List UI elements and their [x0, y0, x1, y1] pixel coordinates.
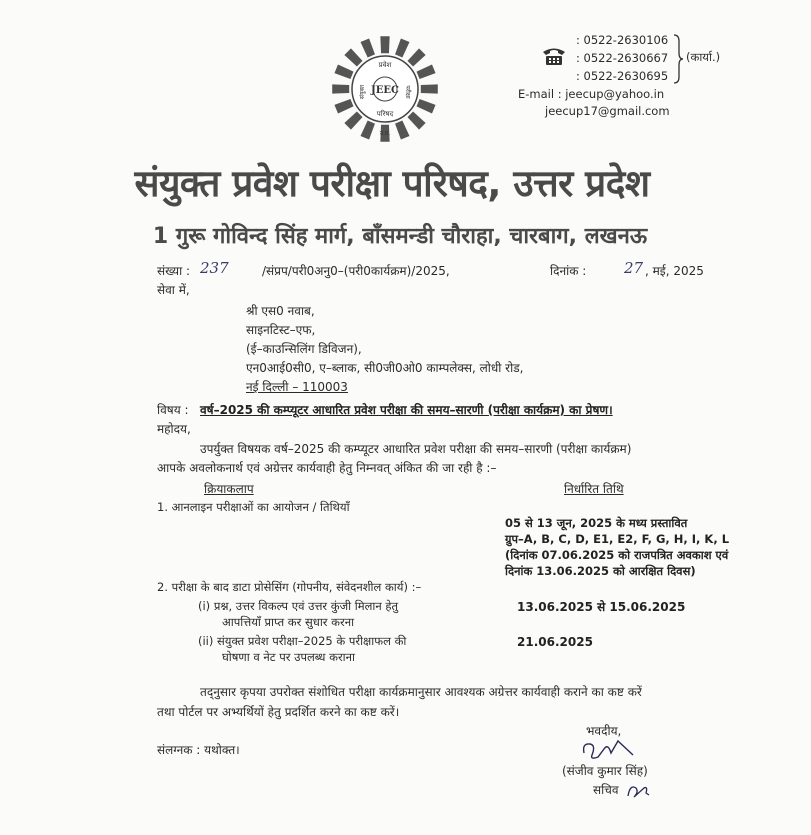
recipient-line-1: श्री एस0 नवाब,: [246, 304, 315, 318]
enclosure-note: संलग्नक : यथोक्त।: [157, 743, 240, 757]
closing-line-2: तथा पोर्टल पर अभ्यर्थियों हेतु प्रदर्शित करने का कष्ट करें।: [157, 705, 400, 719]
svg-text:उ.प्र.: उ.प्र.: [379, 130, 391, 137]
phone-number-2: : 0522-2630667: [576, 51, 669, 65]
subject-label: विषय :: [157, 403, 189, 417]
closing-line-1: तद्नुसार कृपया उपरोक्त संशोधित परीक्षा कार्यक्रमानुसार आवश्यक अग्रेत्तर कार्यवाही कराने का कष्ट करें: [200, 685, 642, 699]
signature-mark: [578, 735, 638, 763]
item-1-date-line-2: ग्रुप–A, B, C, D, E1, E2, F, G, H, I, K, L: [505, 532, 730, 546]
sub-item-i-line-1: (i) प्रश्न, उत्तर विकल्प एवं उत्तर कुंजी मिलान हेतु: [198, 599, 399, 613]
item-1-date-line-1: 05 से 13 जून, 2025 के मध्य प्रस्तावित: [505, 516, 688, 530]
svg-text:प्रवेश: प्रवेश: [378, 61, 392, 69]
sub-item-ii-date: 21.06.2025: [517, 635, 593, 649]
svg-text:परीक्षा: परीक्षा: [404, 85, 411, 99]
sub-item-i-date: 13.06.2025 से 15.06.2025: [517, 600, 686, 614]
greeting: महोदय,: [157, 422, 191, 436]
initials-mark: [624, 780, 652, 802]
organization-address: 1 गुरू गोविन्द सिंह मार्ग, बाँसमन्डी चौराहा, चारबाग, लखनऊ: [152, 224, 648, 249]
recipient-line-3: (ई–काउन्सिलिंग डिविजन),: [246, 342, 362, 356]
sub-item-ii-line-2: घोषणा व नेट पर उपलब्ध कराना: [222, 650, 355, 664]
date-day-handwritten: 27: [624, 259, 644, 277]
email-line-2: jeecup17@gmail.com: [545, 104, 670, 118]
column-header-activity: क्रियाकलाप: [204, 482, 254, 496]
svg-text:परिषद: परिषद: [376, 110, 394, 118]
column-header-date: निर्धारित तिथि: [564, 482, 624, 496]
body-line-1: उपर्युक्त विषयक वर्ष–2025 की कम्प्यूटर आधारित प्रवेश परीक्षा की समय–सारणी (परीक्षा कार्यक्रम): [200, 442, 632, 456]
reference-number-handwritten: 237: [200, 259, 229, 277]
signatory-name: (संजीव कुमार सिंह): [562, 764, 648, 778]
sub-item-i-line-2: आपत्तियाँ प्राप्त कर सुधार करना: [222, 615, 355, 629]
yours-faithfully: भवदीय,: [586, 724, 622, 738]
jeec-emblem-logo: [330, 34, 440, 144]
item-1-date-line-4: दिनांक 13.06.2025 को आरक्षित दिवस): [505, 564, 696, 578]
item-1-date-line-3: (दिनांक 07.06.2025 को राजपत्रित अवकाश एवं: [505, 548, 729, 562]
organization-title: संयुक्त प्रवेश परीक्षा परिषद, उत्तर प्रदेश: [134, 162, 650, 205]
email-line-1: E-mail : jeecup@yahoo.in: [518, 87, 665, 101]
svg-text:संयुक्त: संयुक्त: [359, 84, 366, 100]
subject-text: वर्ष–2025 की कम्प्यूटर आधारित प्रवेश परीक्षा की समय–सारणी (परीक्षा कार्यक्रम) का प्रेषण।: [200, 403, 613, 417]
telephone-icon: [541, 45, 567, 67]
recipient-line-5: नई दिल्ली – 110003: [246, 380, 348, 394]
signatory-title: सचिव: [593, 783, 619, 797]
body-line-2: आपके अवलोकनार्थ एवं अग्रेत्तर कार्यवाही हेतु निम्नवत् अंकित की जा रही है :–: [157, 461, 497, 475]
sub-item-ii-line-1: (ii) संयुक्त प्रवेश परीक्षा–2025 के परीक्षाफल की: [198, 634, 407, 648]
salutation-to: सेवा में,: [157, 283, 190, 297]
reference-suffix: /संप्रप/परी0अनु0–(परी0कार्यक्रम)/2025,: [262, 264, 450, 278]
reference-label: संख्या :: [157, 264, 191, 278]
item-2-label: 2. परीक्षा के बाद डाटा प्रोसेसिंग (गोपनीय, संवेदनशील कार्य) :–: [157, 580, 422, 594]
date-rest: , मई, 2025: [645, 264, 704, 278]
office-label: (कार्या.): [686, 50, 721, 64]
recipient-line-2: साइनटिस्ट–एफ,: [246, 323, 316, 337]
recipient-line-4: एन0आई0सी0, ए–ब्लाक, सी0जी0ओ0 काम्पलेक्स, लोधी रोड,: [246, 361, 524, 375]
right-brace-icon: [672, 34, 684, 84]
date-label: दिनांक :: [550, 264, 587, 278]
item-1-label: 1. आनलाइन परीक्षाओं का आयोजन / तिथियाँ: [157, 500, 350, 514]
svg-text:JEEC: JEEC: [371, 85, 399, 96]
phone-number-3: : 0522-2630695: [576, 69, 669, 83]
phone-number-1: : 0522-2630106: [576, 33, 669, 47]
